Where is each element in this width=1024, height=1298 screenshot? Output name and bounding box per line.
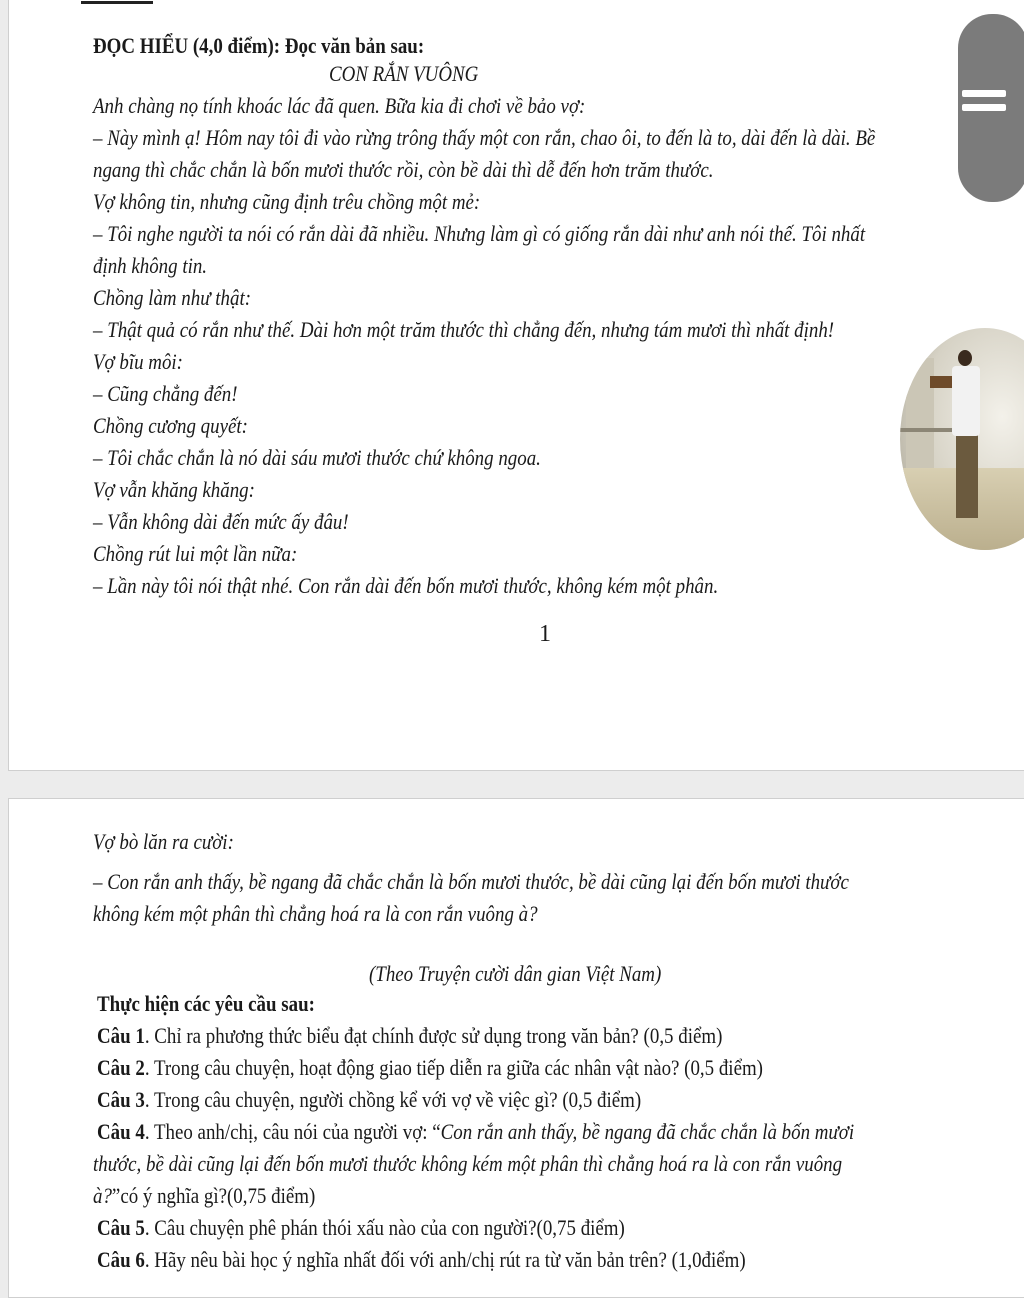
story-line: Chồng cương quyết: [93,413,248,438]
story-title: CON RẮN VUÔNG [329,61,479,86]
section-heading: ĐỌC HIỂU (4,0 điểm): Đọc văn bản sau: [93,33,425,58]
floating-video-bubble[interactable] [900,328,1024,550]
story-line: – Tôi chắc chắn là nó dài sáu mươi thước chứ không ngoa. [93,445,541,470]
story-line: không kém một phân thì chẳng hoá ra là con rắn vuông à? [93,901,538,926]
story-line: – Lần này tôi nói thật nhé. Con rắn dài đến bốn mươi thước, không kém một phân. [93,573,719,598]
person-head [958,350,972,366]
story-line: ngang thì chắc chắn là bốn mươi thước rồi, còn bề dài thì dễ đến hơn trăm thước. [93,157,714,182]
source-citation: (Theo Truyện cười dân gian Việt Nam) [369,961,662,986]
story-line: Vợ bò lăn ra cười: [93,829,234,854]
page-number: 1 [539,621,551,647]
story-line: – Thật quả có rắn như thế. Dài hơn một trăm thước thì chẳng đến, nhưng tám mươi thì nhất định! [93,317,835,342]
person-body [952,366,980,436]
question-label: Câu 2 [97,1055,145,1080]
person-legs [956,434,978,518]
story-line: Chồng làm như thật: [93,285,252,310]
photo-rail [900,428,960,432]
document-page-2 [8,798,1024,1298]
question-label: Câu 1 [97,1023,145,1048]
drag-grip-icon [962,104,1006,111]
document-page-1 [8,0,1024,771]
story-line: Anh chàng nọ tính khoác lác đã quen. Bữa kia đi chơi về bảo vợ: [93,93,586,118]
question-3: Câu 3. Trong câu chuyện, người chồng kể với vợ về việc gì? (0,5 điểm) [97,1087,642,1112]
story-line: – Cũng chẳng đến! [93,381,238,406]
story-line: Vợ không tin, nhưng cũng định trêu chồng một mẻ: [93,189,481,214]
question-label: Câu 3 [97,1087,145,1112]
story-line: – Này mình ạ! Hôm nay tôi đi vào rừng trông thấy một con rắn, chao ôi, to đến là to, dài đến là dài. Bề [93,125,876,150]
drag-grip-icon [962,90,1006,97]
story-line: Vợ vẫn khăng khăng: [93,477,255,502]
question-4-cont: thước, bề dài cũng lại đến bốn mươi thước không kém một phân thì chẳng hoá ra là con rắn vuông [93,1151,843,1176]
story-line: Chồng rút lui một lần nữa: [93,541,298,566]
question-4-tail: à?”có ý nghĩa gì?(0,75 điểm) [93,1183,316,1208]
story-line: – Vẫn không dài đến mức ấy đâu! [93,509,349,534]
question-4: Câu 4. Theo anh/chị, câu nói của người vợ: “Con rắn anh thấy, bề ngang đã chắc chắn là bốn mươi [97,1119,855,1144]
story-line: Vợ bĩu môi: [93,349,183,374]
question-label: Câu 4 [97,1119,145,1144]
story-line: định không tin. [93,253,208,278]
quote: Con rắn anh thấy, bề ngang đã chắc chắn là bốn mươi [440,1119,855,1144]
story-line: – Tôi nghe người ta nói có rắn dài đã nhiều. Nhưng làm gì có giống rắn dài như anh nói thế. Tôi nhất [93,221,866,246]
question-6: Câu 6. Hãy nêu bài học ý nghĩa nhất đối với anh/chị rút ra từ văn bản trên? (1,0điểm) [97,1247,746,1272]
task-heading: Thực hiện các yêu cầu sau: [97,991,315,1016]
question-1: Câu 1. Chỉ ra phương thức biểu đạt chính được sử dụng trong văn bản? (0,5 điểm) [97,1023,723,1048]
question-label: Câu 5 [97,1215,145,1240]
question-label: Câu 6 [97,1247,145,1272]
question-5: Câu 5. Câu chuyện phê phán thói xấu nào của con người?(0,75 điểm) [97,1215,625,1240]
story-line: – Con rắn anh thấy, bề ngang đã chắc chắn là bốn mươi thước, bề dài cũng lại đến bốn mươi thước [93,869,849,894]
question-2: Câu 2. Trong câu chuyện, hoạt động giao tiếp diễn ra giữa các nhân vật nào? (0,5 điểm) [97,1055,763,1080]
page-top-rule [81,1,153,4]
scroll-handle[interactable] [958,14,1024,202]
